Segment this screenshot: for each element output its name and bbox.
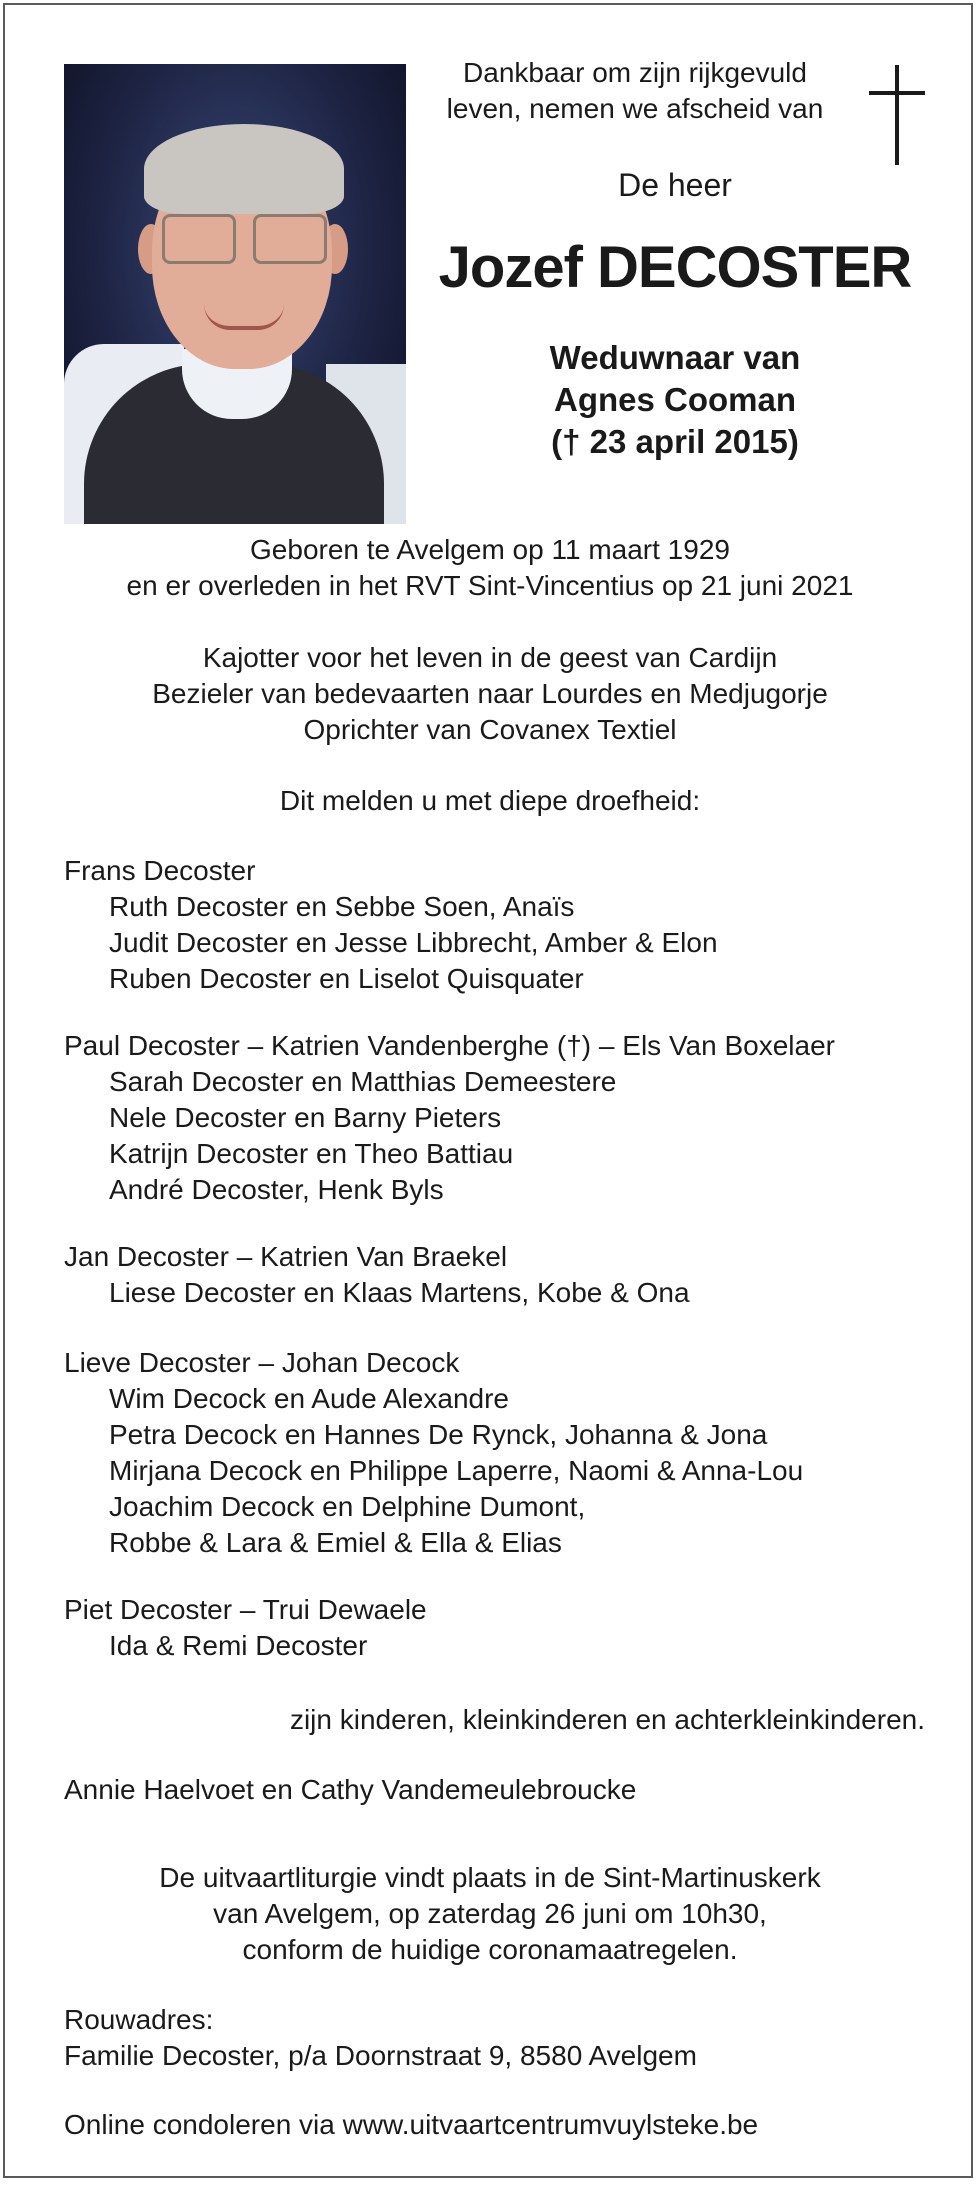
- online-condolences: Online condoleren via www.uitvaartcentrumvuylsteke.be: [64, 2109, 759, 2140]
- birth-death-info: Geboren te Avelgem op 11 maart 1929 en er overleden in het RVT Sint-Vincentius op 21 juni 2021: [126, 534, 854, 601]
- family-group: [64, 1028, 944, 1208]
- family-member-sub: Katrijn Decoster en Theo Battiau: [109, 1138, 514, 1169]
- intro-line: leven, nemen we afscheid van: [446, 93, 824, 124]
- intro-line: Dankbaar om zijn rijkgevuld: [463, 57, 807, 88]
- family-member-sub: Sarah Decoster en Matthias Demeestere: [109, 1066, 617, 1097]
- family-member-sub: Judit Decoster en Jesse Libbrecht, Amber & Elon: [109, 927, 718, 958]
- family-member: Frans Decoster: [64, 855, 256, 886]
- family-member: Lieve Decoster – Johan Decock: [64, 1347, 460, 1378]
- family-member-sub: Ruben Decoster en Liselot Quisquater: [109, 963, 584, 994]
- family-member-sub: André Decoster, Henk Byls: [109, 1174, 444, 1205]
- relations-line: zijn kinderen, kleinkinderen en achterkleinkinderen.: [289, 1704, 925, 1735]
- mourning-address: Rouwadres: Familie Decoster, p/a Doornstraat 9, 8580 Avelgem: [64, 2004, 697, 2071]
- family-member-sub: Liese Decoster en Klaas Martens, Kobe & Ona: [109, 1277, 690, 1308]
- funeral-info: De uitvaartliturgie vindt plaats in de Sint-Martinuskerk van Avelgem, op zaterdag 26 juni om 10h30, conform de huidige coronamaatregelen.: [159, 1862, 821, 1965]
- deceased-name: Jozef DECOSTER: [438, 235, 912, 300]
- cross-icon: [869, 65, 925, 165]
- family-member-sub: Robbe & Lara & Emiel & Ella & Elias: [109, 1527, 562, 1558]
- family-member: Paul Decoster – Katrien Vandenberghe (†) – Els Van Boxelaer: [64, 1030, 835, 1061]
- family-member-sub: Petra Decock en Hannes De Rynck, Johanna & Jona: [109, 1419, 768, 1450]
- salutation: De heer: [618, 167, 732, 203]
- others-line: Annie Haelvoet en Cathy Vandemeulebroucke: [64, 1774, 637, 1805]
- family-member-sub: Ida & Remi Decoster: [109, 1630, 368, 1661]
- family-group: [64, 1239, 944, 1311]
- announcement: Dit melden u met diepe droefheid:: [279, 785, 701, 816]
- family-member-sub: Wim Decock en Aude Alexandre: [109, 1383, 509, 1414]
- family-group: [64, 1345, 944, 1561]
- portrait-photo: [64, 64, 406, 524]
- family-group: [64, 1592, 944, 1664]
- family-member: Jan Decoster – Katrien Van Braekel: [64, 1241, 508, 1272]
- obituary-card: [3, 3, 973, 2178]
- family-group: [64, 853, 944, 997]
- family-member-sub: Nele Decoster en Barny Pieters: [109, 1102, 502, 1133]
- intro-text: [425, 55, 845, 127]
- family-member-sub: Joachim Decock en Delphine Dumont,: [109, 1491, 586, 1522]
- family-member-sub: Ruth Decoster en Sebbe Soen, Anaïs: [109, 891, 575, 922]
- family-member-sub: Mirjana Decock en Philippe Laperre, Naomi & Anna-Lou: [109, 1455, 804, 1486]
- widower-of: Weduwnaar van Agnes Cooman († 23 april 2015): [549, 339, 801, 460]
- family-member: Piet Decoster – Trui Dewaele: [64, 1594, 427, 1625]
- merits: Kajotter voor het leven in de geest van Cardijn Bezieler van bedevaarten naar Lourdes en Medjugorje Oprichter van Covanex Textiel: [152, 642, 828, 745]
